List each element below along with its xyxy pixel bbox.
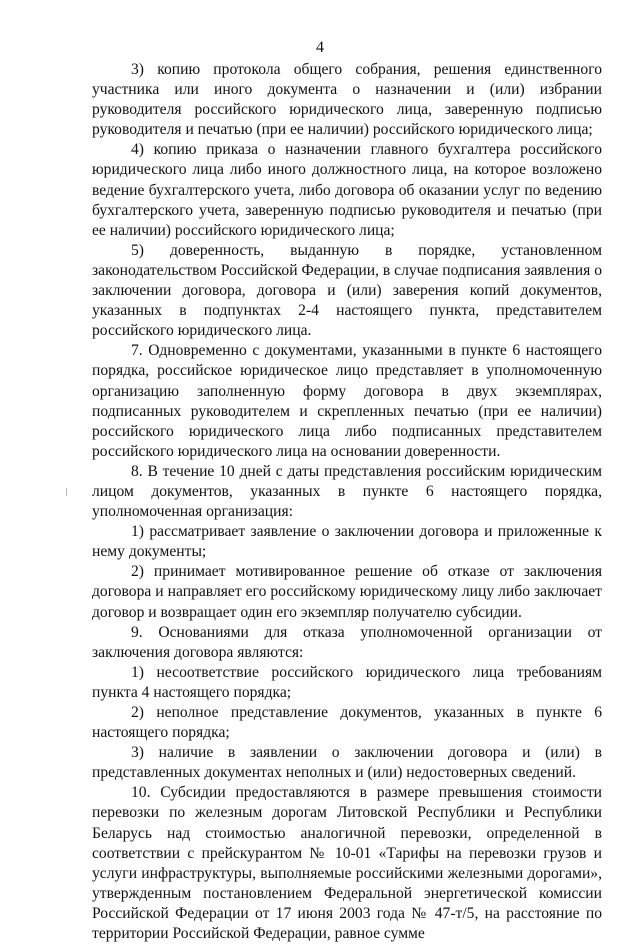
paragraph-9-3-inaccurate-information: 3) наличие в заявлении о заключении договора и (или) в представленных документах неполных и (или) недостоверных сведений. <box>92 744 602 782</box>
paragraph-4-chief-accountant-order: 4) копию приказа о назначении главного бухгалтера российского юридического лица либо иного должностного лица, на которое возложено ведение бухгалтерского учета, либо договора об оказании услуг по ведению бухгалтерского учета, заверенную подписью руководителя и печатью (при ее наличии) российского юридического лица; <box>92 141 602 239</box>
paragraph-9-refusal-grounds: 9. Основаниями для отказа уполномоченной организации от заключения договора являются: <box>92 623 602 661</box>
paragraph-7-contract-form: 7. Одновременно с документами, указанными в пункте 6 настоящего порядка, российское юридическое лицо представляет в уполномоченную организацию заполненную форму договора в двух экземплярах, подписанных руководителем и скрепленных печатью (при ее наличии) российского юридического лица либо подписанных представителем российского юридического лица на основании доверенности. <box>92 342 602 460</box>
paragraph-8-review-period: 8. В течение 10 дней с даты представления российским юридическим лицом документов, указанных в пункте 6 настоящего порядка, уполномоченная организация: <box>92 462 602 521</box>
paragraph-9-1-noncompliance: 1) несоответствие российского юридического лица требованиям пункта 4 настоящего порядка; <box>92 663 602 701</box>
paragraph-3-protocol-copy: 3) копию протокола общего собрания, решения единственного участника или иного документа о назначении и (или) избрании руководителя российского юридического лица, заверенную подписью руководителя и печатью (при ее наличии) российского юридического лица; <box>92 61 602 139</box>
document-body <box>92 60 602 944</box>
page-number: 4 <box>316 39 324 56</box>
margin-scan-mark <box>66 488 67 496</box>
paragraph-8-2-decision: 2) принимает мотивированное решение об отказе от заключения договора и направляет его российскому юридическому лицу либо заключает договор и возвращает один его экземпляр получателю субсидии. <box>92 563 602 621</box>
paragraph-5-power-of-attorney: 5) доверенность, выданную в порядке, установленном законодательством Российской Федерации, в случае подписания заявления о заключении договора, договора и (или) заверения копий документов, указанных в подпунктах 2-4 настоящего пункта, представителем российского юридического лица. <box>92 241 603 340</box>
paragraph-10-subsidy-amount: 10. Субсидии предоставляются в размере превышения стоимости перевозки по железным дорогам Литовской Республики и Республики Беларусь над стоимостью аналогичной перевозки, определенной в соответствии с прейскурантом № 10-01 «Тарифы на перевозки грузов и услуги инфраструктуры, выполняемые российскими железными дорогами», утвержденным постановлением Федеральной энергетической комиссии Российской Федерации от 17 июня 2003 года № 47-т/5, на расстояние по территории Российской Федерации, равное сумме <box>92 784 602 943</box>
paragraph-9-2-incomplete-documents: 2) неполное представление документов, указанных в пункте 6 настоящего порядка; <box>92 704 602 742</box>
paragraph-8-1-review-application: 1) рассматривает заявление о заключении договора и приложенные к нему документы; <box>92 523 602 561</box>
